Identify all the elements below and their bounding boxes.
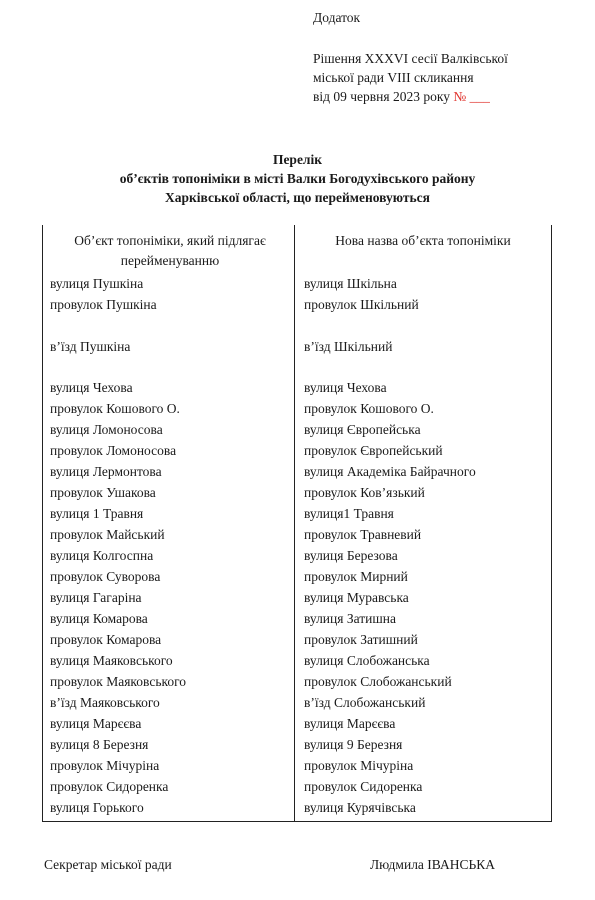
decision-line-1: Рішення XXXVI сесії Валківської <box>313 51 508 66</box>
table-cell-old: вулиця Гагаріна <box>50 590 142 605</box>
table-cell-old: вулиця Чехова <box>50 380 133 395</box>
table-cell-old: вулиця Марєєва <box>50 716 142 731</box>
table-cell-old: провулок Пушкіна <box>50 297 157 312</box>
table-cell-old: провулок Ломоносова <box>50 443 177 458</box>
table-cell-new: в’їзд Шкільний <box>304 339 393 354</box>
appendix-label: Додаток <box>313 10 361 25</box>
table-border-right <box>551 225 552 822</box>
table-cell-old: вулиця Пушкіна <box>50 276 144 291</box>
table-cell-new: вулиця 9 Березня <box>304 737 403 752</box>
table-cell-old: вулиця Горького <box>50 800 144 815</box>
table-cell-old: вулиця 1 Травня <box>50 506 144 521</box>
table-cell-new: в’їзд Слобожанський <box>304 695 426 710</box>
table-cell-old: вулиця Лермонтова <box>50 464 162 479</box>
table-cell-old: в’їзд Пушкіна <box>50 339 131 354</box>
column-header-old-line-2: перейменуванню <box>120 253 220 268</box>
table-cell-new: вулиця Академіка Байрачного <box>304 464 476 479</box>
table-cell-new: провулок Сидоренка <box>304 779 423 794</box>
table-cell-new: провулок Мічуріна <box>304 758 414 773</box>
table-cell-old: в’їзд Маяковського <box>50 695 160 710</box>
table-cell-old: провулок Суворова <box>50 569 161 584</box>
table-cell-new: провулок Ков’язький <box>304 485 425 500</box>
table-border-bottom <box>42 821 552 822</box>
table-border-left <box>42 225 43 822</box>
table-cell-old: провулок Майський <box>50 527 165 542</box>
decision-line-2: міської ради VIII скликання <box>313 70 474 85</box>
table-cell-new: провулок Слобожанський <box>304 674 452 689</box>
title-line-1: Перелік <box>272 152 323 167</box>
signatory-position: Секретар міської ради <box>44 857 172 872</box>
table-cell-new: провулок Шкільний <box>304 297 419 312</box>
title-line-3: Харківської області, що перейменовуються <box>165 190 430 205</box>
decision-date: від 09 червня 2023 року <box>313 89 450 104</box>
table-cell-new: вулиця1 Травня <box>304 506 394 521</box>
table-cell-new: провулок Мирний <box>304 569 408 584</box>
table-cell-new: вулиця Слобожанська <box>304 653 430 668</box>
table-cell-new: провулок Кошового О. <box>304 401 434 416</box>
signatory-name: Людмила ІВАНСЬКА <box>370 857 495 872</box>
table-cell-old: вулиця Маяковського <box>50 653 173 668</box>
table-cell-new: вулиця Шкільна <box>304 276 397 291</box>
table-cell-new: провулок Затишний <box>304 632 418 647</box>
decision-number: № ___ <box>453 89 490 104</box>
table-cell-new: вулиця Курячівська <box>304 800 416 815</box>
table-cell-old: провулок Сидоренка <box>50 779 169 794</box>
column-header-old <box>50 231 290 271</box>
title-line-2: об’єктів топоніміки в місті Валки Богодухівського району <box>119 171 476 186</box>
document-title <box>0 150 595 207</box>
table-cell-new: вулиця Березова <box>304 548 398 563</box>
table-cell-old: провулок Комарова <box>50 632 162 647</box>
column-header-new: Нова назва об’єкта топоніміки <box>335 233 511 248</box>
decision-line-3 <box>313 87 583 106</box>
table-cell-new: вулиця Марєєва <box>304 716 396 731</box>
table-cell-new: вулиця Європейська <box>304 422 421 437</box>
table-cell-old: провулок Кошового О. <box>50 401 180 416</box>
renaming-table <box>42 225 552 822</box>
column-header-old-line-1: Об’єкт топоніміки, який підлягає <box>74 233 266 248</box>
table-cell-old: вулиця Ломоносова <box>50 422 163 437</box>
table-border-middle <box>294 225 295 822</box>
table-cell-old: вулиця Колгоспна <box>50 548 154 563</box>
table-cell-new: вулиця Муравська <box>304 590 409 605</box>
table-cell-new: вулиця Чехова <box>304 380 387 395</box>
table-cell-old: провулок Мічуріна <box>50 758 160 773</box>
table-cell-old: провулок Маяковського <box>50 674 187 689</box>
table-cell-new: провулок Європейський <box>304 443 443 458</box>
table-cell-new: провулок Травневий <box>304 527 422 542</box>
table-cell-new: вулиця Затишна <box>304 611 396 626</box>
document-header <box>313 8 583 106</box>
table-cell-old: вулиця Комарова <box>50 611 148 626</box>
table-cell-old: провулок Ушакова <box>50 485 156 500</box>
table-cell-old: вулиця 8 Березня <box>50 737 149 752</box>
